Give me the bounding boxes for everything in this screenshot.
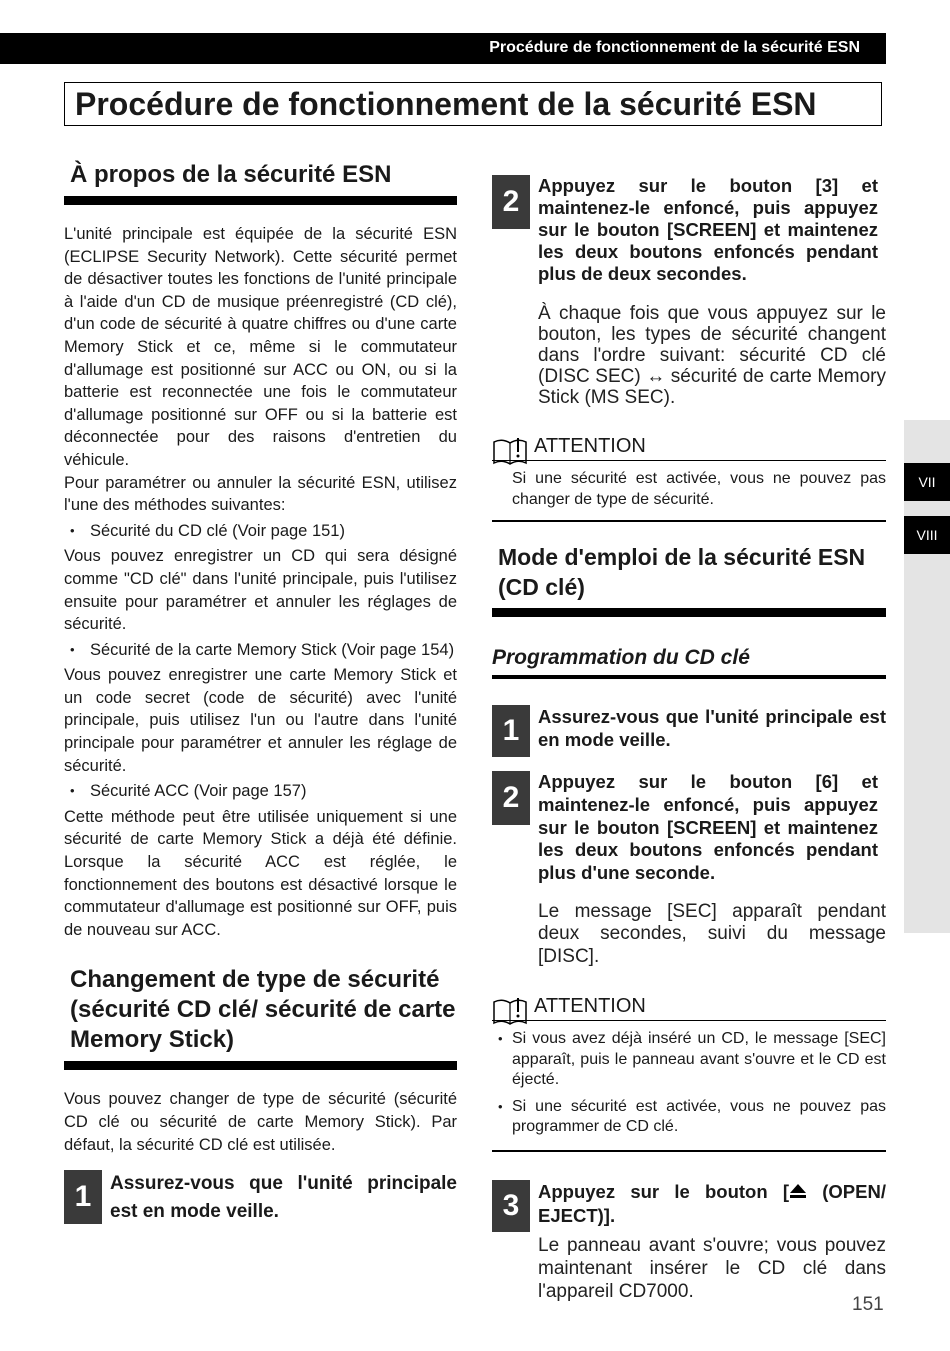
desc-cd-key: Vous pouvez enregistrer un CD qui sera désigné comme "CD clé" dans l'unité principale, puis l'utilisez ensuite pour paramétrer et annuler les réglages de sécurité. <box>64 547 457 634</box>
attention-bullet: • Si vous avez déjà inséré un CD, le message [SEC] apparaît, puis le panneau avant s'ouvre et le CD est éjecté. <box>492 1029 886 1091</box>
running-header <box>0 33 886 64</box>
step-number: 1 <box>492 705 530 757</box>
attention-header <box>492 994 886 1021</box>
about-intro: L'unité principale est équipée de la sécurité ESN (ECLIPSE Security Network). Cette sécurité permet de désactiver toutes les fonctions de l'unité principale à l'aide d'un CD de musique préenregistré (CD clé), d'un code de sécurité à quatre chiffres ou d'une carte Memory Stick et ce, même si le commutateur d'allumage est positionné sur ACC ou ON, ou si la batterie est reconnectée une fois le commutateur d'allumage positionné sur OFF ou si la batterie est déconnectée pour des raisons d'entretien du véhicule. <box>64 225 457 469</box>
step-number: 3 <box>492 1180 530 1232</box>
attention-text: Si une sécurité est activée, vous ne pouvez pas changer de type de sécurité. <box>512 470 886 508</box>
desc-acc: Cette méthode peut être utilisée uniquement si une sécurité de carte Memory Stick a déjà été définie. Lorsque la sécurité ACC est réglée, le fonctionnement des boutons est désactivé lorsque le commutateur d'allumage est positionné sur OFF, puis de nouveau sur ACC. <box>64 807 457 939</box>
change-step-2 <box>492 175 886 408</box>
attention-header <box>492 434 886 461</box>
prog-step-3 <box>492 1180 886 1303</box>
step-body: Le panneau avant s'ouvre; vous pouvez maintenant insérer le CD clé dans l'appareil CD7000. <box>538 1234 886 1302</box>
step-title: Assurez-vous que l'unité principale est en mode veille. <box>110 1173 457 1223</box>
bullet-memory-stick: • Sécurité de la carte Memory Stick (Voir page 154) <box>64 639 457 662</box>
step-body: À chaque fois que vous appuyez sur le bouton, les types de sécurité changent dans l'ordre suivant: sécurité CD clé (DISC SEC) ↔ sécurité de carte Memory Stick (MS SEC). <box>538 303 886 408</box>
bullet-cd-key: • Sécurité du CD clé (Voir page 151) <box>64 520 457 543</box>
change-intro: Vous pouvez changer de type de sécurité (sécurité CD clé ou sécurité de carte Memory Stick). Par défaut, la sécurité CD clé est utilisée. <box>64 1090 457 1154</box>
chapter-tab-vii[interactable]: VII <box>904 463 950 501</box>
programming-heading: Programmation du CD clé <box>492 645 886 679</box>
step-number: 2 <box>492 175 530 229</box>
prog-step-1 <box>492 705 886 751</box>
attention-label: ATTENTION <box>534 995 646 1018</box>
book-warning-icon <box>492 436 528 471</box>
step-number: 2 <box>492 771 530 825</box>
step-title <box>538 1180 886 1228</box>
running-header-title: Procédure de fonctionnement de la sécurité ESN <box>489 39 860 56</box>
change-step-1 <box>64 1170 457 1226</box>
step-title-suffix: (OPEN/ EJECT)]. <box>538 1180 886 1226</box>
mode-heading: Mode d'emploi de la sécurité ESN (CD clé) <box>492 542 886 617</box>
step-title: Appuyez sur le bouton [6] et maintenez-le enfoncé, puis appuyez sur le bouton [SCREEN] et maintenez les deux boutons enfoncés pendant plus d'une seconde. <box>538 771 878 884</box>
page-number: 151 <box>852 1294 884 1315</box>
methods-intro: Pour paramétrer ou annuler la sécurité ESN, utilisez l'une des méthodes suivantes: <box>64 473 457 515</box>
eject-icon <box>789 1181 807 1202</box>
page-title: Procédure de fonctionnement de la sécurité ESN <box>64 82 882 126</box>
about-heading: À propos de la sécurité ESN <box>64 160 457 205</box>
step-title: Appuyez sur le bouton [3] et maintenez-le enfoncé, puis appuyez sur le bouton [SCREEN] et maintenez les deux boutons enfoncés pendant plus de deux secondes. <box>538 175 878 284</box>
step-number: 1 <box>64 1170 102 1224</box>
bullet-acc: • Sécurité ACC (Voir page 157) <box>64 780 457 803</box>
prog-step-2 <box>492 771 886 968</box>
attention-label: ATTENTION <box>534 435 646 457</box>
chapter-tab-viii[interactable]: VIII <box>904 516 950 554</box>
book-warning-icon <box>492 996 528 1031</box>
left-column <box>64 160 457 1226</box>
right-column <box>492 175 886 1303</box>
desc-memory-stick: Vous pouvez enregistrer une carte Memory Stick et un code secret (code de sécurité) avec l'unité principale, puis utilisez l'un ou l'autre dans l'unité principale pour paramétrer et annuler les réglage de sécurité. <box>64 666 457 775</box>
chapter-tabs <box>904 420 950 933</box>
step-title: Assurez-vous que l'unité principale est en mode veille. <box>538 706 886 750</box>
step-title-prefix: Appuyez sur le bouton [ <box>538 1180 790 1202</box>
attention-bullet: • Si une sécurité est activée, vous ne pouvez pas programmer de CD clé. <box>492 1097 886 1138</box>
change-heading: Changement de type de sécurité (sécurité CD clé/ sécurité de carte Memory Stick) <box>64 965 457 1070</box>
step-body: Le message [SEC] apparaît pendant deux secondes, suivi du message [DISC]. <box>538 900 886 967</box>
